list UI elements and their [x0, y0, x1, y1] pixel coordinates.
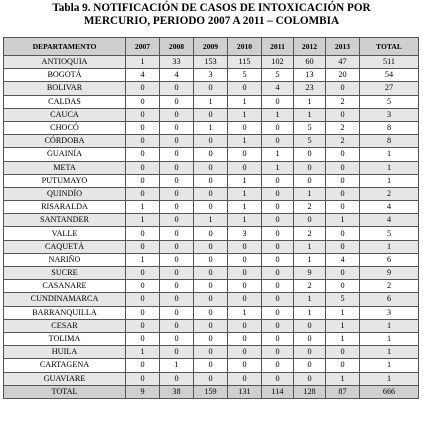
department-cell: CAUCA	[4, 108, 126, 121]
count-cell: 0	[262, 201, 294, 214]
table-row	[4, 346, 419, 359]
table-title	[0, 2, 423, 28]
count-cell: 0	[228, 359, 262, 372]
count-cell: 0	[262, 135, 294, 148]
department-cell: PUTUMAYO	[4, 174, 126, 187]
count-cell: 0	[194, 108, 228, 121]
count-cell: 0	[294, 346, 326, 359]
count-cell: 1	[194, 214, 228, 227]
count-cell: 0	[228, 253, 262, 266]
count-cell: 0	[326, 187, 360, 200]
count-cell: 6	[360, 253, 419, 266]
table-row	[4, 319, 419, 332]
count-cell: 0	[228, 280, 262, 293]
total-value-cell: 159	[194, 385, 228, 398]
table-row	[4, 56, 419, 69]
table-footer	[4, 385, 419, 398]
count-cell: 0	[262, 293, 294, 306]
count-cell: 0	[194, 267, 228, 280]
table-body	[4, 56, 419, 386]
count-cell: 0	[126, 240, 160, 253]
department-cell: SANTANDER	[4, 214, 126, 227]
count-cell: 0	[126, 372, 160, 385]
table-row	[4, 148, 419, 161]
table-header	[4, 38, 419, 56]
count-cell: 0	[126, 108, 160, 121]
count-cell: 9	[360, 267, 419, 280]
department-cell: SUCRE	[4, 267, 126, 280]
count-cell: 0	[326, 267, 360, 280]
total-value-cell: 128	[294, 385, 326, 398]
table-row	[4, 69, 419, 82]
count-cell: 0	[160, 148, 194, 161]
total-value-cell: 38	[160, 385, 194, 398]
department-cell: GUAINÍA	[4, 148, 126, 161]
count-cell: 1	[326, 214, 360, 227]
count-cell: 1	[360, 148, 419, 161]
count-cell: 3	[194, 69, 228, 82]
table-row	[4, 253, 419, 266]
column-header: 2010	[228, 38, 262, 56]
count-cell: 2	[326, 121, 360, 134]
count-cell: 1	[326, 332, 360, 345]
count-cell: 1	[294, 240, 326, 253]
total-value-cell: 131	[228, 385, 262, 398]
table-row	[4, 306, 419, 319]
count-cell: 0	[262, 319, 294, 332]
total-label-cell: TOTAL	[4, 385, 126, 398]
column-header: TOTAL	[360, 38, 419, 56]
department-cell: VALLE	[4, 227, 126, 240]
count-cell: 0	[262, 306, 294, 319]
count-cell: 0	[326, 201, 360, 214]
count-cell: 0	[194, 174, 228, 187]
count-cell: 0	[262, 214, 294, 227]
count-cell: 0	[262, 280, 294, 293]
count-cell: 3	[360, 108, 419, 121]
count-cell: 0	[326, 82, 360, 95]
count-cell: 6	[360, 293, 419, 306]
count-cell: 0	[126, 174, 160, 187]
count-cell: 0	[160, 332, 194, 345]
table-row	[4, 121, 419, 134]
count-cell: 1	[360, 174, 419, 187]
count-cell: 0	[160, 187, 194, 200]
count-cell: 1	[126, 56, 160, 69]
count-cell: 102	[262, 56, 294, 69]
count-cell: 0	[294, 319, 326, 332]
count-cell: 0	[194, 82, 228, 95]
count-cell: 0	[262, 121, 294, 134]
count-cell: 0	[160, 267, 194, 280]
table-title-line-1: Tabla 9. NOTIFICACIÓN DE CASOS DE INTOXICACIÓN POR	[52, 2, 371, 14]
count-cell: 0	[126, 135, 160, 148]
column-header: 2008	[160, 38, 194, 56]
count-cell: 1	[360, 372, 419, 385]
count-cell: 0	[194, 293, 228, 306]
count-cell: 33	[160, 56, 194, 69]
table-row	[4, 135, 419, 148]
count-cell: 5	[360, 227, 419, 240]
count-cell: 0	[294, 148, 326, 161]
count-cell: 0	[262, 372, 294, 385]
count-cell: 1	[360, 332, 419, 345]
count-cell: 0	[294, 174, 326, 187]
table-row	[4, 108, 419, 121]
count-cell: 0	[160, 108, 194, 121]
count-cell: 0	[194, 359, 228, 372]
data-table	[3, 37, 419, 399]
count-cell: 0	[228, 319, 262, 332]
count-cell: 1	[126, 214, 160, 227]
count-cell: 0	[160, 293, 194, 306]
count-cell: 0	[262, 253, 294, 266]
table-row	[4, 332, 419, 345]
department-cell: CAQUETÁ	[4, 240, 126, 253]
count-cell: 4	[160, 69, 194, 82]
count-cell: 0	[160, 240, 194, 253]
count-cell: 0	[326, 148, 360, 161]
table-row	[4, 187, 419, 200]
count-cell: 0	[160, 201, 194, 214]
count-cell: 4	[126, 69, 160, 82]
count-cell: 0	[262, 227, 294, 240]
count-cell: 0	[262, 332, 294, 345]
count-cell: 0	[294, 332, 326, 345]
count-cell: 0	[262, 187, 294, 200]
department-cell: META	[4, 161, 126, 174]
count-cell: 1	[228, 201, 262, 214]
table-row	[4, 161, 419, 174]
count-cell: 2	[326, 135, 360, 148]
count-cell: 1	[228, 135, 262, 148]
count-cell: 5	[326, 293, 360, 306]
department-cell: CARTAGENA	[4, 359, 126, 372]
count-cell: 0	[228, 240, 262, 253]
count-cell: 1	[294, 293, 326, 306]
department-cell: BOGOTÁ	[4, 69, 126, 82]
count-cell: 0	[194, 161, 228, 174]
table-row	[4, 267, 419, 280]
count-cell: 0	[228, 372, 262, 385]
count-cell: 47	[326, 56, 360, 69]
table-row	[4, 201, 419, 214]
count-cell: 54	[360, 69, 419, 82]
table-title-line-2: MERCURIO, PERIODO 2007 A 2011 – COLOMBIA	[83, 15, 340, 27]
count-cell: 20	[326, 69, 360, 82]
total-value-cell: 9	[126, 385, 160, 398]
count-cell: 0	[194, 187, 228, 200]
count-cell: 0	[126, 332, 160, 345]
department-cell: CUNDINAMARCA	[4, 293, 126, 306]
count-cell: 1	[228, 108, 262, 121]
count-cell: 5	[360, 95, 419, 108]
count-cell: 0	[160, 319, 194, 332]
count-cell: 0	[194, 306, 228, 319]
count-cell: 0	[294, 359, 326, 372]
count-cell: 1	[126, 253, 160, 266]
count-cell: 1	[326, 306, 360, 319]
count-cell: 0	[160, 372, 194, 385]
count-cell: 0	[194, 372, 228, 385]
count-cell: 3	[360, 306, 419, 319]
department-cell: GUAVIARE	[4, 372, 126, 385]
department-cell: BARRANQUILLA	[4, 306, 126, 319]
count-cell: 0	[126, 161, 160, 174]
department-cell: BOLIVAR	[4, 82, 126, 95]
count-cell: 0	[126, 306, 160, 319]
count-cell: 0	[126, 121, 160, 134]
count-cell: 0	[262, 359, 294, 372]
count-cell: 0	[294, 214, 326, 227]
count-cell: 1	[360, 240, 419, 253]
table-row	[4, 82, 419, 95]
count-cell: 0	[194, 253, 228, 266]
department-cell: CASANARE	[4, 280, 126, 293]
column-header: 2011	[262, 38, 294, 56]
count-cell: 2	[326, 95, 360, 108]
column-header: 2012	[294, 38, 326, 56]
total-value-cell: 87	[326, 385, 360, 398]
count-cell: 0	[126, 148, 160, 161]
total-value-cell: 114	[262, 385, 294, 398]
count-cell: 27	[360, 82, 419, 95]
table-row	[4, 280, 419, 293]
count-cell: 5	[262, 69, 294, 82]
count-cell: 8	[360, 121, 419, 134]
count-cell: 1	[294, 187, 326, 200]
table-row	[4, 227, 419, 240]
count-cell: 0	[228, 267, 262, 280]
count-cell: 0	[160, 135, 194, 148]
count-cell: 2	[294, 280, 326, 293]
count-cell: 1	[360, 161, 419, 174]
count-cell: 5	[294, 121, 326, 134]
count-cell: 1	[262, 161, 294, 174]
count-cell: 0	[194, 240, 228, 253]
count-cell: 0	[126, 187, 160, 200]
count-cell: 0	[262, 267, 294, 280]
department-cell: ANTIOQUIA	[4, 56, 126, 69]
count-cell: 4	[360, 214, 419, 227]
count-cell: 1	[160, 359, 194, 372]
count-cell: 4	[262, 82, 294, 95]
count-cell: 13	[294, 69, 326, 82]
count-cell: 1	[294, 306, 326, 319]
table-row	[4, 293, 419, 306]
count-cell: 0	[194, 135, 228, 148]
count-cell: 0	[262, 95, 294, 108]
count-cell: 0	[326, 174, 360, 187]
count-cell: 0	[262, 174, 294, 187]
count-cell: 0	[194, 201, 228, 214]
count-cell: 0	[326, 346, 360, 359]
count-cell: 0	[160, 174, 194, 187]
count-cell: 0	[126, 95, 160, 108]
table-row	[4, 372, 419, 385]
column-header: 2007	[126, 38, 160, 56]
count-cell: 1	[194, 121, 228, 134]
count-cell: 0	[126, 82, 160, 95]
count-cell: 5	[294, 135, 326, 148]
count-cell: 1	[294, 108, 326, 121]
department-cell: QUINDÍO	[4, 187, 126, 200]
count-cell: 0	[294, 161, 326, 174]
count-cell: 2	[360, 280, 419, 293]
count-cell: 0	[160, 280, 194, 293]
count-cell: 5	[228, 69, 262, 82]
count-cell: 0	[160, 306, 194, 319]
count-cell: 9	[294, 267, 326, 280]
count-cell: 0	[326, 227, 360, 240]
count-cell: 0	[326, 108, 360, 121]
header-row	[4, 38, 419, 56]
count-cell: 0	[228, 346, 262, 359]
department-cell: CÓRDOBA	[4, 135, 126, 148]
count-cell: 1	[360, 346, 419, 359]
count-cell: 0	[160, 227, 194, 240]
count-cell: 1	[360, 319, 419, 332]
department-cell: CESAR	[4, 319, 126, 332]
count-cell: 1	[228, 214, 262, 227]
count-cell: 1	[262, 108, 294, 121]
count-cell: 1	[228, 95, 262, 108]
count-cell: 0	[160, 214, 194, 227]
count-cell: 0	[194, 148, 228, 161]
count-cell: 1	[294, 253, 326, 266]
count-cell: 4	[326, 253, 360, 266]
count-cell: 2	[360, 187, 419, 200]
table-row	[4, 240, 419, 253]
column-header: DEPARTAMENTO	[4, 38, 126, 56]
table-row	[4, 214, 419, 227]
total-row	[4, 385, 419, 398]
count-cell: 1	[194, 95, 228, 108]
count-cell: 511	[360, 56, 419, 69]
count-cell: 0	[160, 95, 194, 108]
department-cell: NARIÑO	[4, 253, 126, 266]
column-header: 2009	[194, 38, 228, 56]
count-cell: 0	[126, 293, 160, 306]
count-cell: 0	[194, 280, 228, 293]
count-cell: 0	[326, 359, 360, 372]
count-cell: 0	[228, 82, 262, 95]
count-cell: 1	[326, 372, 360, 385]
count-cell: 1	[228, 187, 262, 200]
count-cell: 0	[194, 332, 228, 345]
count-cell: 60	[294, 56, 326, 69]
count-cell: 115	[228, 56, 262, 69]
count-cell: 0	[194, 227, 228, 240]
count-cell: 0	[294, 372, 326, 385]
count-cell: 0	[262, 346, 294, 359]
count-cell: 23	[294, 82, 326, 95]
count-cell: 0	[194, 319, 228, 332]
department-cell: RISARALDA	[4, 201, 126, 214]
count-cell: 0	[228, 148, 262, 161]
count-cell: 0	[126, 267, 160, 280]
column-header: 2013	[326, 38, 360, 56]
count-cell: 4	[360, 201, 419, 214]
count-cell: 0	[126, 359, 160, 372]
count-cell: 0	[160, 82, 194, 95]
department-cell: CALDAS	[4, 95, 126, 108]
count-cell: 3	[228, 227, 262, 240]
count-cell: 0	[228, 161, 262, 174]
count-cell: 0	[160, 161, 194, 174]
count-cell: 0	[160, 253, 194, 266]
count-cell: 1	[262, 148, 294, 161]
count-cell: 1	[126, 201, 160, 214]
total-value-cell: 666	[360, 385, 419, 398]
department-cell: CHOCÓ	[4, 121, 126, 134]
department-cell: TOLIMA	[4, 332, 126, 345]
table-row	[4, 359, 419, 372]
count-cell: 0	[326, 280, 360, 293]
count-cell: 0	[160, 346, 194, 359]
count-cell: 0	[194, 346, 228, 359]
count-cell: 2	[294, 227, 326, 240]
count-cell: 1	[228, 174, 262, 187]
count-cell: 1	[360, 359, 419, 372]
count-cell: 1	[126, 346, 160, 359]
count-cell: 0	[160, 121, 194, 134]
count-cell: 153	[194, 56, 228, 69]
department-cell: HUILA	[4, 346, 126, 359]
count-cell: 0	[228, 121, 262, 134]
table-row	[4, 174, 419, 187]
count-cell: 8	[360, 135, 419, 148]
count-cell: 1	[326, 319, 360, 332]
count-cell: 0	[126, 280, 160, 293]
table-row	[4, 95, 419, 108]
count-cell: 1	[228, 306, 262, 319]
count-cell: 0	[228, 293, 262, 306]
count-cell: 0	[326, 240, 360, 253]
count-cell: 1	[294, 95, 326, 108]
count-cell: 0	[262, 240, 294, 253]
count-cell: 0	[228, 332, 262, 345]
count-cell: 0	[326, 161, 360, 174]
count-cell: 0	[126, 227, 160, 240]
count-cell: 0	[126, 319, 160, 332]
count-cell: 2	[294, 201, 326, 214]
